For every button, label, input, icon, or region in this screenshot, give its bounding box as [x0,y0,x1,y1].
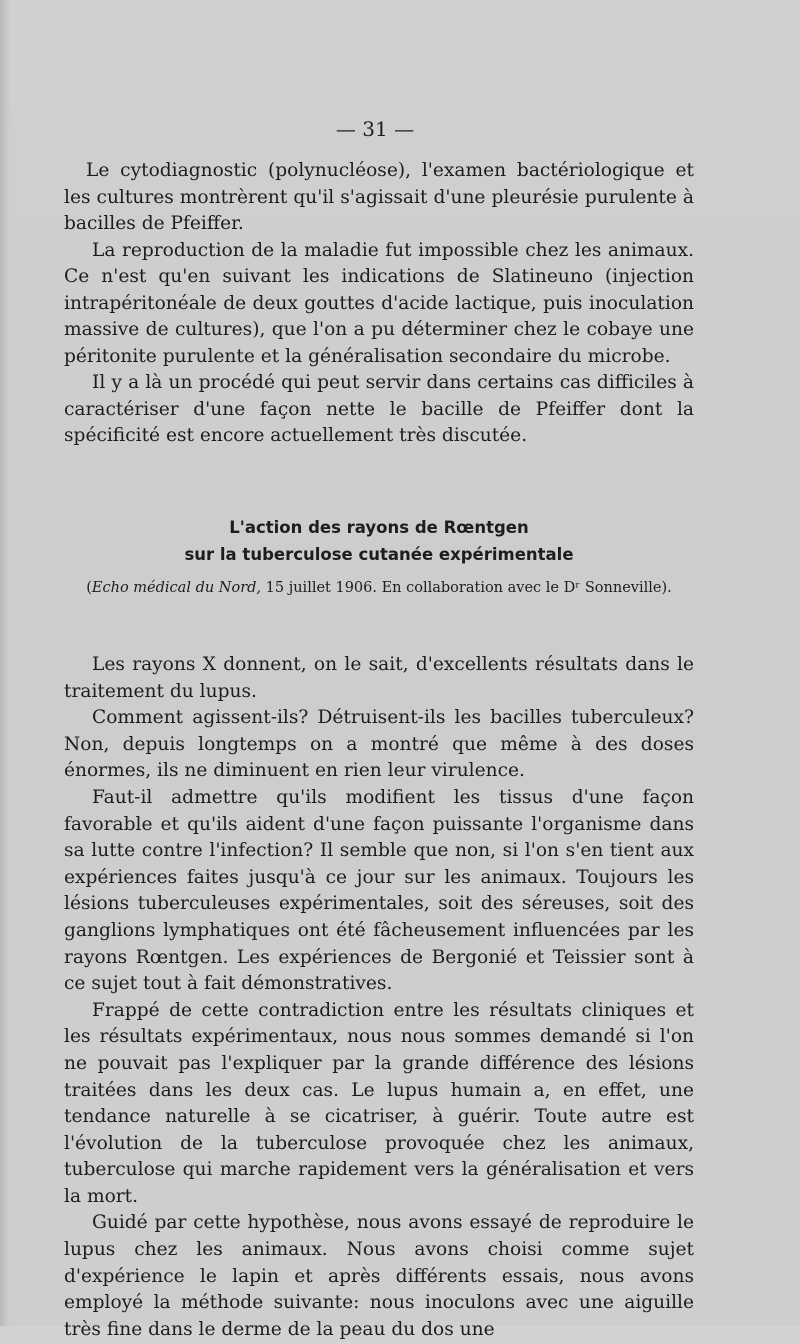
paragraph: Faut-il admettre qu'ils modifient les tissus d'une façon favorable et qu'ils aident d'une façon puissante l'organisme dans sa lutte contre l'infection? Il semble que non, si l'on s'en tient aux expériences faites jusqu'à ce jour sur les animaux. Toujours les lésions tuberculeuses expérimentales, soit des séreuses, soit des ganglions lymphatiques ont été fâcheusement influencées par les rayons Rœntgen. Les expériences de Bergonié et Teissier sont à ce sujet tout à fait démonstratives. [64,786,694,995]
paragraph: Comment agissent-ils? Détruisent-ils les bacilles tuberculeux? Non, depuis longtemps on a montré que même à des doses énormes, ils ne diminuent en rien leur virulence. [64,707,694,782]
paragraph: La reproduction de la maladie fut impossible chez les animaux. Ce n'est qu'en suivant les indications de Slatineuno (injection intrapéritonéale de deux gouttes d'acide lactique, puis inoculation massive de cultures), que l'on a pu déterminer chez le cobaye une péritonite purulente et la généralisation secondaire du microbe. [64,239,694,367]
paragraph: Guidé par cette hypothèse, nous avons essayé de reproduire le lupus chez les animaux. Nous avons choisi comme sujet d'expérience le lapin et après différents essais, nous avons employé la méthode suivante: nous inoculons avec une aiguille très fine dans le derme de la peau du dos une [64,1212,694,1340]
section-heading [64,514,694,568]
section2-body [64,652,694,1343]
paragraph: Le cytodiagnostic (polynucléose), l'examen bactériologique et les cultures montrèrent qu'il s'agissait d'une pleurésie purulente à bacilles de Pfeiffer. [64,160,694,234]
section1-body [64,158,694,450]
paragraph: Les rayons X donnent, on le sait, d'excellents résultats dans le traitement du lupus. [64,654,694,702]
page-spine-shadow [0,0,10,1326]
citation [64,580,694,596]
page-number: — 31 — [335,117,415,141]
citation-open: ( [86,580,92,596]
paragraph: Il y a là un procédé qui peut servir dans certains cas difficiles à caractériser d'une façon nette le bacille de Pfeiffer dont la spécificité est encore actuellement très discutée. [64,372,694,446]
heading-line-1: L'action des rayons de Rœntgen [229,518,529,537]
citation-journal: Echo médical du Nord, [91,580,262,596]
citation-rest: 15 juillet 1906. En collaboration avec le Dʳ Sonneville). [261,580,672,596]
heading-line-2: sur la tuberculose cutanée expérimentale [184,545,574,564]
paragraph: Frappé de cette contradiction entre les résultats cliniques et les résultats expérimentaux, nous nous sommes demandé si l'on ne pouvait pas l'expliquer par la grande différence des lésions traitées dans les deux cas. Le lupus humain a, en effet, une tendance naturelle à se cicatriser, à guérir. Toute autre est l'évolution de la tuberculose provoquée chez les animaux, tuberculose qui marche rapidement vers la généralisation et vers la mort. [64,999,694,1207]
